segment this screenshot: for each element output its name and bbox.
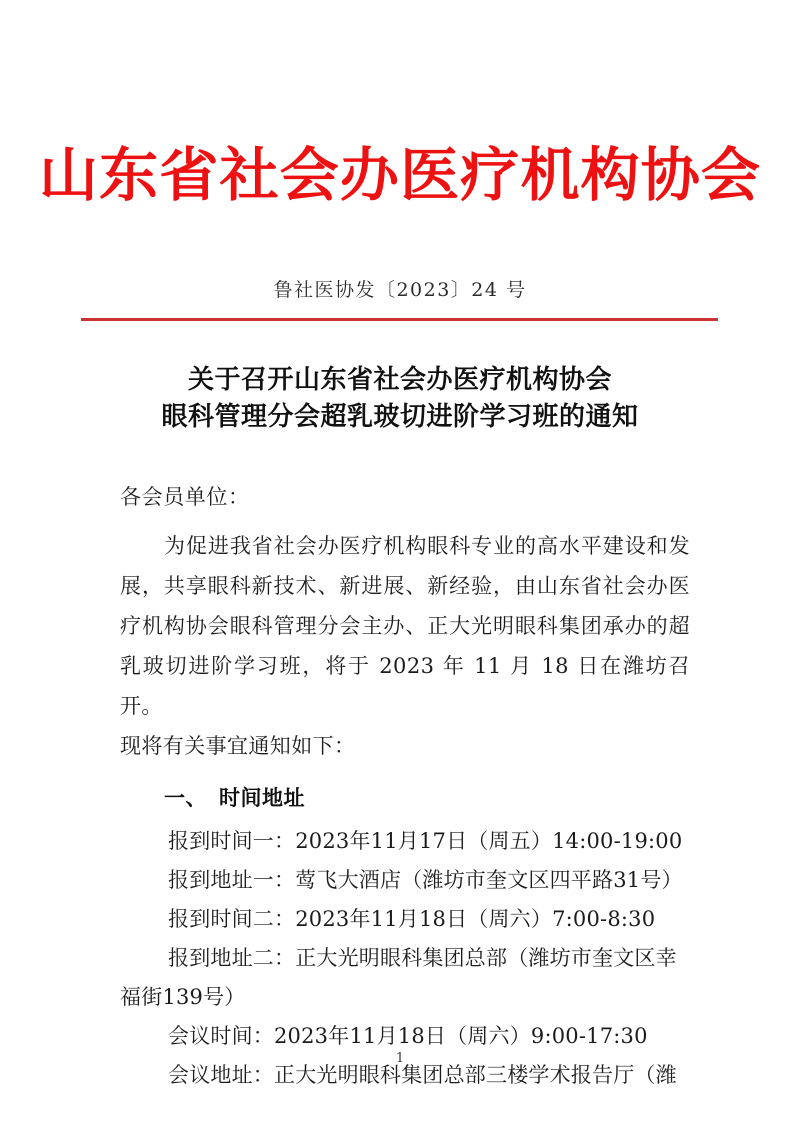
detail-line: 会议地址：正大光明眼科集团总部三楼学术报告厅（潍	[168, 1063, 677, 1087]
detail-line: 福街139号）	[120, 985, 246, 1009]
detail-line: 报到地址二：正大光明眼科集团总部（潍坊市奎文区幸	[168, 946, 677, 970]
section-heading-label: 时间地址	[219, 786, 305, 810]
letterhead-organization-name: 山东省社会办医疗机构协会	[38, 141, 762, 209]
paragraph-1-line-3: 医疗机构协会眼科管理分会主办、正大光明眼科集团承办的	[120, 574, 690, 638]
paragraph-2: 现将有关事宜通知如下：	[120, 734, 356, 758]
letterhead	[0, 140, 800, 210]
document-title-line-1: 关于召开山东省社会办医疗机构协会	[187, 365, 612, 395]
paragraph-1	[120, 526, 690, 726]
salutation: 各会员单位：	[120, 485, 250, 509]
detail-line: 报到地址一：莺飞大酒店（潍坊市奎文区四平路31号）	[168, 868, 683, 892]
paragraph-1-line-2: 发展，共享眼科新技术、新进展、新经验，由山东省社会办	[120, 534, 690, 598]
detail-line: 报到时间一：2023年11月17日（周五）14:00-19:00	[168, 829, 683, 853]
paragraph-1-line-1: 为促进我省社会办医疗机构眼科专业的高水平建设和	[164, 534, 669, 558]
document-number: 鲁社医协发〔2023〕24 号	[273, 279, 527, 301]
detail-line: 报到时间二：2023年11月18日（周六）7:00-8:30	[168, 907, 656, 931]
red-divider-rule	[81, 318, 718, 321]
document-title	[0, 362, 800, 436]
section-marker: 一、	[164, 786, 207, 810]
paragraph-1-line-4: 超乳玻切进阶学习班，将于 2023 年 11 月 18 日在潍坊召开。	[120, 614, 690, 718]
page-number: 1	[395, 1051, 405, 1066]
detail-line: 会议时间：2023年11月18日（周六）9:00-17:30	[168, 1024, 648, 1048]
document-body	[120, 482, 690, 1095]
section-heading-1	[120, 778, 690, 818]
document-title-line-2: 眼科管理分会超乳玻切进阶学习班的通知	[161, 402, 639, 432]
